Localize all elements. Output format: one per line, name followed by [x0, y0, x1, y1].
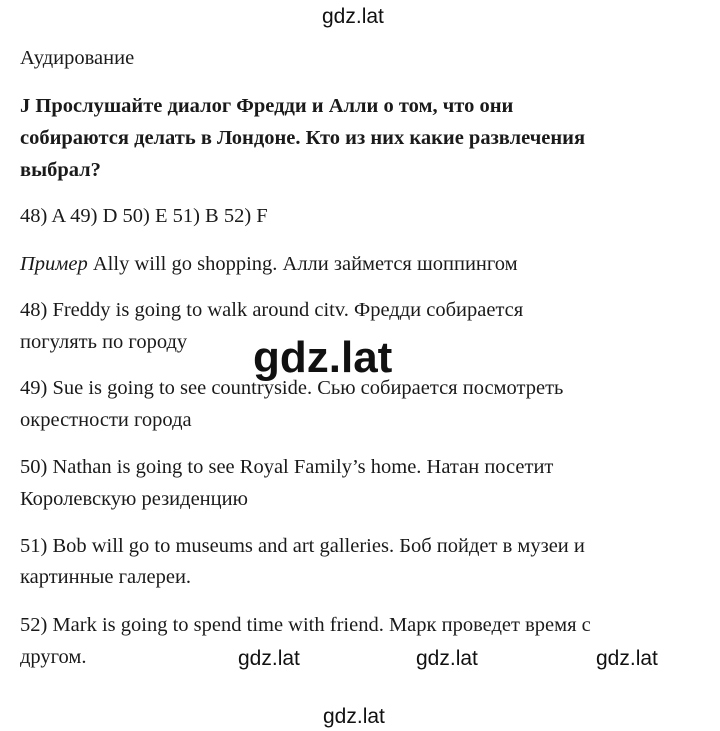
watermark-row-2: gdz.lat: [416, 647, 478, 670]
item-50-line-2: Королевскую резиденцию: [20, 488, 248, 510]
item-48-line-1: 48) Freddy is going to walk around citv. Фредди собирается: [20, 299, 524, 321]
item-51-line-1: 51) Bob will go to museums and art galleries. Боб пойдет в музеи и: [20, 535, 585, 557]
task-line-3: выбрал?: [20, 159, 101, 181]
item-52-line-1: 52) Mark is going to spend time with friend. Марк проведет время с: [20, 614, 591, 636]
watermark-row-3: gdz.lat: [596, 647, 658, 670]
item-49-line-1: 49) Sue is going to see countryside. Сью собирается посмотреть: [20, 377, 564, 399]
answer-key: 48) A 49) D 50) E 51) B 52) F: [20, 205, 268, 227]
watermark-row-1: gdz.lat: [238, 647, 300, 670]
item-50-line-1: 50) Nathan is going to see Royal Family’s home. Натан посетит: [20, 456, 554, 478]
item-51-line-2: картинные галереи.: [20, 566, 192, 588]
item-49-line-2: окрестности города: [20, 409, 192, 431]
item-48-line-2: погулять по городу: [20, 331, 188, 353]
task-line-1: J Прослушайте диалог Фредди и Алли о том, что они: [20, 95, 514, 117]
task-line-2: собираются делать в Лондоне. Кто из них какие развлечения: [20, 127, 586, 149]
watermark-top: gdz.lat: [322, 5, 384, 28]
watermark-bottom: gdz.lat: [323, 705, 385, 728]
example-label: Пример: [20, 253, 88, 275]
item-52-line-2: другом.: [20, 646, 87, 668]
example-line: [20, 254, 518, 275]
watermark-center: gdz.lat: [253, 333, 393, 382]
example-text: Ally will go shopping. Алли займется шоппингом: [87, 253, 518, 275]
section-title: Аудирование: [20, 47, 135, 69]
